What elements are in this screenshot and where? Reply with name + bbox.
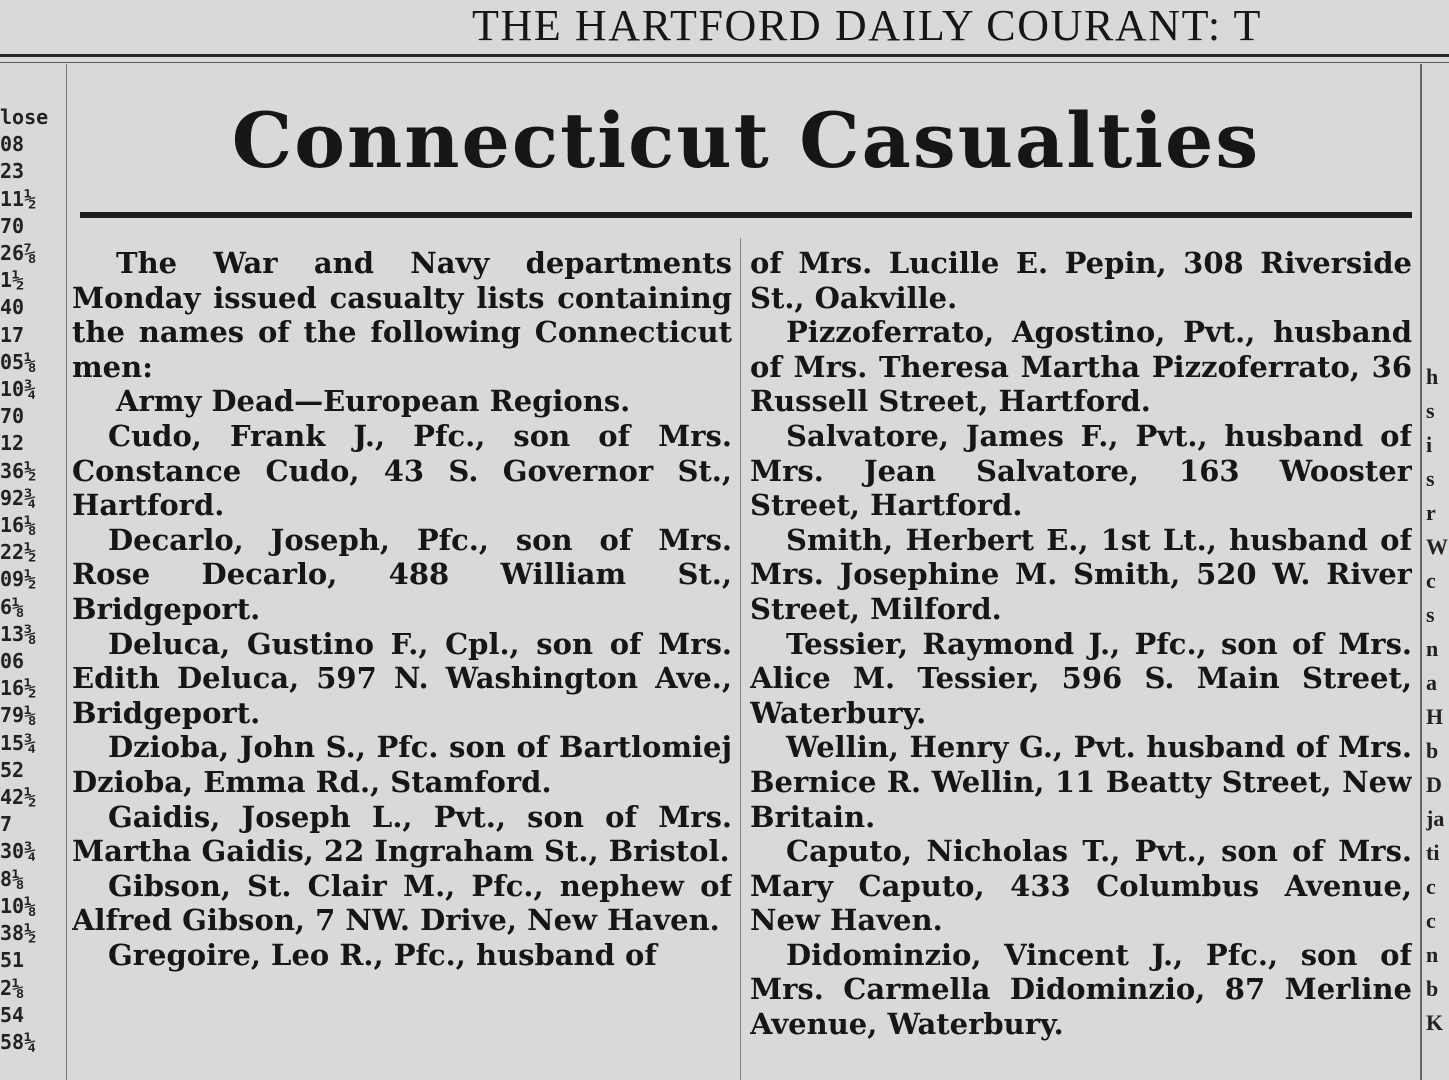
strip-line: 54 xyxy=(0,1002,25,1027)
strip-line: a xyxy=(1426,670,1437,695)
strip-line: K xyxy=(1426,1010,1444,1035)
strip-line: 70 xyxy=(0,213,25,238)
casualty-entry: Decarlo, Joseph, Pfc., son of Mrs. Rose Decarlo, 488 William St., Bridgeport. xyxy=(72,522,732,626)
strip-line: 30¾ xyxy=(0,839,37,864)
casualty-entry: Deluca, Gustino F., Cpl., son of Mrs. Edith Deluca, 597 N. Washington Ave., Bridgeport. xyxy=(72,626,732,730)
casualty-entry: Wellin, Henry G., Pvt. husband of Mrs. Bernice R. Wellin, 11 Beatty Street, New Britain. xyxy=(750,730,1412,834)
strip-line: h xyxy=(1426,364,1439,389)
strip-line: 1½ xyxy=(0,268,25,293)
strip-line: 16⅛ xyxy=(0,513,37,538)
column-rule-right xyxy=(1420,64,1422,1080)
casualty-entry: Dzioba, John S., Pfc. son of Bartlomiej Dzioba, Emma Rd., Stamford. xyxy=(72,730,732,799)
strip-line: D xyxy=(1426,772,1442,797)
casualty-entry: Gibson, St. Clair M., Pfc., nephew of Alfred Gibson, 7 NW. Drive, New Haven. xyxy=(72,868,732,938)
strip-line: s xyxy=(1426,602,1435,627)
strip-line: 22½ xyxy=(0,540,37,565)
strip-line: 26⅞ xyxy=(0,241,37,266)
casualty-entry: Smith, Herbert E., 1st Lt., husband of Mrs. Josephine M. Smith, 520 W. River Street, Milford. xyxy=(750,522,1412,626)
strip-line: 36½ xyxy=(0,458,37,483)
casualty-entry: Cudo, Frank J., Pfc., son of Mrs. Constance Cudo, 43 S. Governor St., Hartford. xyxy=(72,418,732,523)
strip-line: s xyxy=(1426,398,1435,423)
strip-line: 10⅛ xyxy=(0,893,37,918)
casualty-entry-continued: of Mrs. Lucille E. Pepin, 308 Riverside St., Oakville. xyxy=(750,246,1412,315)
left-column-fragment xyxy=(0,104,64,1080)
strip-line: W xyxy=(1426,534,1448,559)
strip-line: 42½ xyxy=(0,785,37,810)
column-rule-middle xyxy=(740,238,741,1080)
strip-line: 40 xyxy=(0,295,25,320)
strip-line: 58¼ xyxy=(0,1029,37,1054)
strip-line: i xyxy=(1426,432,1433,457)
casualty-entry: Caputo, Nicholas T., Pvt., son of Mrs. Mary Caputo, 433 Columbus Avenue, New Haven. xyxy=(750,834,1412,938)
masthead-rule-thin xyxy=(0,62,1449,63)
strip-line: 15¾ xyxy=(0,730,37,755)
strip-line: b xyxy=(1426,738,1439,763)
strip-line: 7 xyxy=(0,812,13,837)
article-column-2 xyxy=(750,246,1412,1080)
strip-line: 23 xyxy=(0,159,25,184)
strip-line: n xyxy=(1426,942,1439,967)
strip-line: ti xyxy=(1426,840,1440,865)
strip-line: n xyxy=(1426,636,1439,661)
casualty-entry: Gregoire, Leo R., Pfc., husband of xyxy=(108,937,657,972)
article-headline: Connecticut Casualties xyxy=(231,96,1261,185)
casualty-entry: Didominzio, Vincent J., Pfc., son of Mrs. Carmella Didominzio, 87 Merline Avenue, Waterbury. xyxy=(750,937,1412,1042)
strip-line: 38½ xyxy=(0,921,37,946)
strip-line: 70 xyxy=(0,404,25,429)
column-rule-left xyxy=(66,64,67,1080)
strip-line: H xyxy=(1426,704,1444,729)
casualty-entry: Salvatore, James F., Pvt., husband of Mrs. Jean Salvatore, 163 Wooster Street, Hartford. xyxy=(750,418,1412,523)
strip-line: 08 xyxy=(0,132,25,157)
strip-line: c xyxy=(1426,874,1436,899)
strip-line: 79⅛ xyxy=(0,703,37,728)
strip-line: 12 xyxy=(0,431,25,456)
strip-line: c xyxy=(1426,908,1436,933)
strip-line: 92¾ xyxy=(0,485,37,510)
casualty-entry: Gaidis, Joseph L., Pvt., son of Mrs. Martha Gaidis, 22 Ingraham St., Bristol. xyxy=(72,799,732,869)
strip-line: r xyxy=(1426,500,1436,525)
masthead-rule xyxy=(0,54,1449,57)
right-column-fragment xyxy=(1426,360,1449,1080)
strip-line: lose xyxy=(0,105,49,129)
strip-line: 16½ xyxy=(0,676,37,701)
strip-line: 52 xyxy=(0,757,25,782)
strip-line: 05⅛ xyxy=(0,349,37,374)
strip-line: 8⅛ xyxy=(0,866,25,891)
strip-line: 06 xyxy=(0,649,25,674)
strip-line: ja xyxy=(1426,806,1445,831)
strip-line: b xyxy=(1426,976,1439,1001)
strip-line: s xyxy=(1426,466,1435,491)
headline-rule xyxy=(80,212,1412,218)
strip-line: 17 xyxy=(0,322,25,347)
strip-line: 6⅛ xyxy=(0,594,25,619)
casualty-entry: Tessier, Raymond J., Pfc., son of Mrs. Alice M. Tessier, 596 S. Main Street, Waterbury. xyxy=(750,626,1412,730)
article-intro: The War and Navy departments Monday issued casualty lists containing the names of the following Connecticut men: xyxy=(72,246,732,384)
article-column-1 xyxy=(72,246,732,1080)
strip-line: 2⅛ xyxy=(0,975,25,1000)
casualty-entry: Pizzoferrato, Agostino, Pvt., husband of Mrs. Theresa Martha Pizzoferrato, 36 Russell Street, Hartford. xyxy=(750,315,1412,419)
strip-line: 13⅜ xyxy=(0,621,37,646)
strip-line: 10¾ xyxy=(0,377,37,402)
strip-line: c xyxy=(1426,568,1436,593)
strip-line: 11½ xyxy=(0,186,37,211)
masthead: THE HARTFORD DAILY COURANT: T xyxy=(472,2,1263,50)
strip-line: 09½ xyxy=(0,567,37,592)
section-heading: Army Dead—European Regions. xyxy=(116,384,631,419)
strip-line: 51 xyxy=(0,948,25,973)
